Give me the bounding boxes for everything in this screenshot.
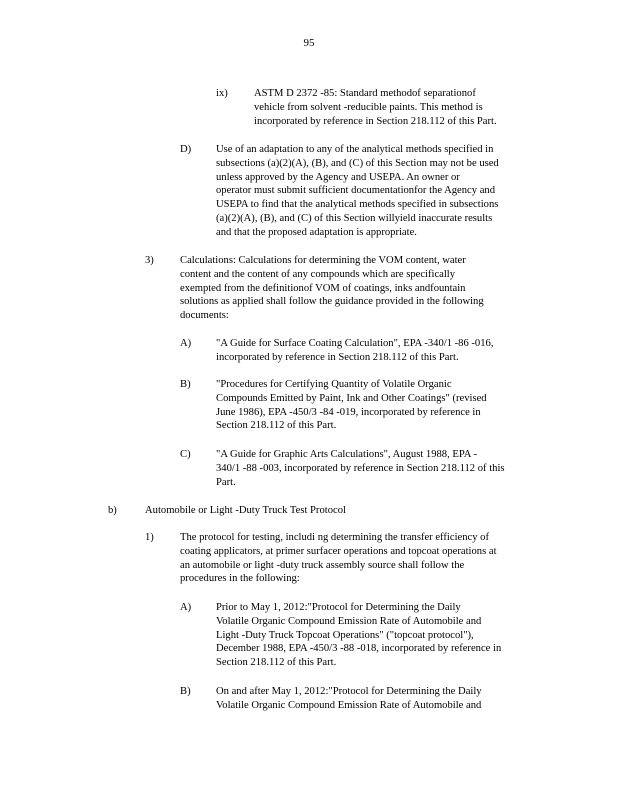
item-label: 1) xyxy=(145,532,154,543)
item-text: On and after May 1, 2012:"Protocol for Determining the Daily Volatile Organic Compound Emission Rate of Automobile and xyxy=(216,686,482,711)
item-label: D) xyxy=(180,144,192,155)
item-text: Use of an adaptation to any of the analytical methods specified in subsections (a)(2)(A), (B), and (C) of this Section may not be used unless approved by the Agency and USEPA. An owner or operator must submit sufficient documentationfor the Agency and USEPA to find that the analytical methods specified in subsections (a)(2)(A), (B), and (C) of this Section willyield inaccurate results and that the proposed adaptation is appropriate. xyxy=(216,144,499,238)
page-number: 95 xyxy=(303,37,315,49)
item-label: ix) xyxy=(216,88,228,99)
item-label: A) xyxy=(180,602,192,613)
item-label: B) xyxy=(180,379,191,390)
item-label: B) xyxy=(180,686,191,697)
item-text: Prior to May 1, 2012:"Protocol for Determining the Daily Volatile Organic Compound Emission Rate of Automobile and Light -Duty Truck Topcoat Operations" ("topcoat protocol"), December 1988, EPA -450/3 -88 -018, incorporated by reference in Section 218.112 of this Part. xyxy=(216,602,502,669)
item-text: ASTM D 2372 -85: Standard methodof separationof vehicle from solvent -reducible paints. This method is incorporated by reference in Section 218.112 of this Part. xyxy=(254,88,497,127)
item-label: C) xyxy=(180,449,191,460)
item-label: 3) xyxy=(145,255,154,266)
item-label: b) xyxy=(108,505,117,516)
item-text: Automobile or Light -Duty Truck Test Protocol xyxy=(145,505,346,516)
item-text: "Procedures for Certifying Quantity of Volatile Organic Compounds Emitted by Paint, Ink and Other Coatings" (revised June 1986), EPA -450/3 -84 -019, incorporated by reference in Section 218.112 of this Part. xyxy=(216,379,487,432)
item-text: "A Guide for Surface Coating Calculation", EPA -340/1 -86 -016, incorporated by reference in Section 218.112 of this Part. xyxy=(216,338,494,363)
item-text: The protocol for testing, includi ng determining the transfer efficiency of coating applicators, at primer surfacer operations and topcoat operations at an automobile or light -duty truck assembly source shall follow the procedures in the following: xyxy=(180,532,497,585)
item-text: "A Guide for Graphic Arts Calculations", August 1988, EPA - 340/1 -88 -003, incorporated by reference in Section 218.112 of this Part. xyxy=(216,449,505,488)
item-text: Calculations: Calculations for determining the VOM content, water content and the content of any compounds which are specifically exempted from the definitionof VOM of coatings, inks andfountain solutions as applied shall follow the guidance provided in the following documents: xyxy=(180,255,484,322)
item-label: A) xyxy=(180,338,192,349)
